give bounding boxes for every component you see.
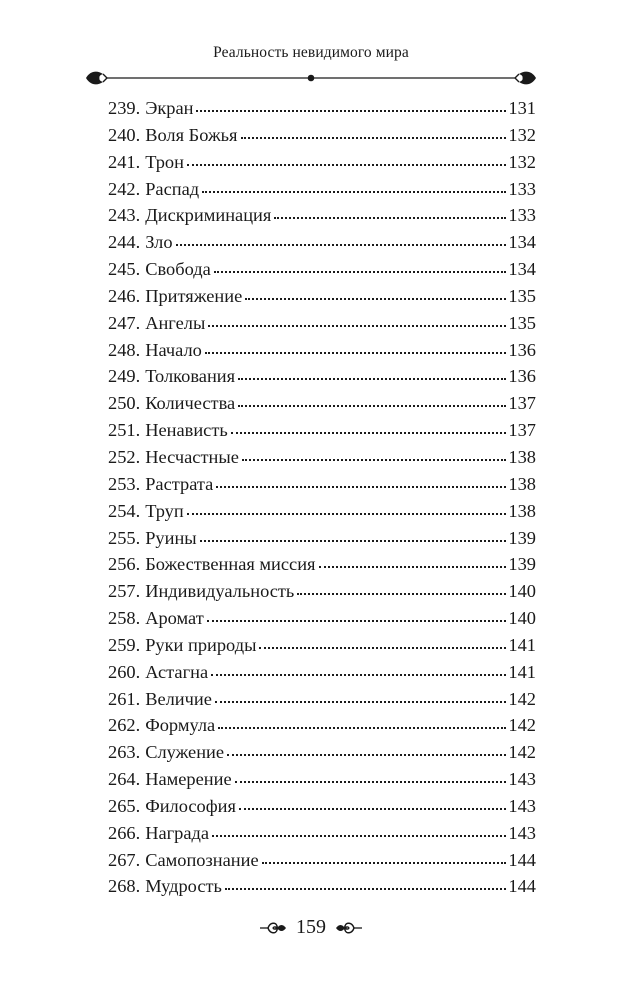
toc-entry-page: 137 [508, 420, 536, 441]
toc-dot-leader [215, 700, 507, 703]
toc-entry-number: 263. [108, 742, 141, 763]
toc-dot-leader [218, 726, 506, 729]
toc-entry [108, 551, 536, 578]
toc-entry-title: Труп [145, 500, 184, 521]
toc-entry-number: 251. [108, 420, 141, 441]
toc-entry-number: 250. [108, 393, 141, 414]
page-footer [0, 916, 622, 939]
toc-entry-title: Мудрость [145, 876, 222, 897]
toc-entry [108, 525, 536, 552]
toc-entry-number: 254. [108, 500, 141, 521]
toc-entry [108, 337, 536, 364]
toc-entry-title: Притяжение [145, 285, 243, 306]
toc-entry-page: 143 [508, 795, 536, 816]
toc-entry-number: 240. [108, 124, 141, 145]
toc-entry [108, 95, 536, 122]
toc-entry-page: 142 [508, 742, 536, 763]
toc-entry-title: Несчастные [145, 446, 239, 467]
toc-dot-leader [196, 109, 506, 112]
toc-entry-number: 268. [108, 876, 141, 897]
toc-entry [108, 712, 536, 739]
toc-entry-page: 140 [508, 608, 536, 629]
center-dot-icon [308, 75, 315, 82]
toc-entry-title: Экран [145, 98, 194, 118]
running-header: Реальность невидимого мира [213, 44, 409, 61]
toc-entry-page: 138 [508, 446, 536, 467]
toc-entry-number: 242. [108, 178, 141, 199]
toc-entry-number: 248. [108, 339, 141, 360]
toc-entry-page: 139 [508, 554, 536, 575]
toc-entry-title: Божественная миссия [145, 554, 316, 575]
toc-entry-page: 143 [508, 769, 536, 790]
toc-entry [108, 605, 536, 632]
toc-entry-title: Величие [145, 688, 212, 709]
toc-dot-leader [245, 297, 506, 300]
toc-entry-number: 252. [108, 446, 141, 467]
toc-entry-title: Растрата [145, 473, 214, 494]
toc-entry [108, 739, 536, 766]
toc-dot-leader [274, 216, 506, 219]
toc-entry-title: Аромат [145, 608, 204, 629]
toc-entry-number: 245. [108, 259, 141, 280]
toc-dot-leader [202, 190, 506, 193]
toc-entry [108, 229, 536, 256]
toc-entry-number: 246. [108, 285, 141, 306]
toc-entry-number: 255. [108, 527, 141, 548]
toc-dot-leader [235, 780, 507, 783]
left-leaf-ornament-icon [86, 72, 107, 85]
toc-entry-page: 141 [508, 634, 536, 655]
toc-entry [108, 498, 536, 525]
toc-entry-title: Служение [145, 742, 225, 763]
toc-dot-leader [241, 136, 507, 139]
toc-entry [108, 149, 536, 176]
toc-entry-page: 138 [508, 500, 536, 521]
toc-entry-page: 137 [508, 393, 536, 414]
toc-dot-leader [214, 270, 507, 273]
toc-entry-title: Начало [145, 339, 202, 360]
toc-entry-page: 136 [508, 339, 536, 360]
toc-entry-page: 134 [508, 259, 536, 280]
toc-entry-title: Руины [145, 527, 197, 548]
toc-entry [108, 444, 536, 471]
toc-entry-number: 247. [108, 312, 141, 333]
toc-entry-number: 244. [108, 232, 141, 253]
toc-entry-title: Распад [145, 178, 200, 199]
toc-entry-number: 264. [108, 769, 141, 790]
toc-entry [108, 686, 536, 713]
toc-entry-number: 262. [108, 715, 141, 736]
toc-dot-leader [216, 485, 506, 488]
toc-entry-page: 143 [508, 822, 536, 843]
toc-dot-leader [262, 861, 507, 864]
toc-entry-number: 249. [108, 366, 141, 387]
toc-entry-page: 133 [508, 178, 536, 199]
toc-entry [108, 847, 536, 874]
toc-entry-title: Трон [145, 151, 184, 172]
toc-entry [108, 766, 536, 793]
toc-dot-leader [208, 324, 506, 327]
toc-dot-leader [238, 404, 506, 407]
toc-dot-leader [259, 646, 506, 649]
toc-dot-leader [239, 807, 506, 810]
toc-entry-number: 241. [108, 151, 141, 172]
left-folio-flourish-icon [258, 919, 288, 937]
toc-entry [108, 471, 536, 498]
toc-entry-page: 144 [508, 876, 536, 897]
toc-entry-number: 266. [108, 822, 141, 843]
toc-entry-title: Астагна [145, 661, 209, 682]
toc-entry-title: Награда [145, 822, 210, 843]
toc-dot-leader [227, 753, 506, 756]
toc-entry-number: 260. [108, 661, 141, 682]
toc-entry-title: Ненависть [145, 420, 228, 441]
toc-entry-number: 265. [108, 795, 141, 816]
toc-entry-page: 138 [508, 473, 536, 494]
toc-entry-number: 256. [108, 554, 141, 575]
toc-entry-title: Намерение [145, 769, 232, 790]
toc-entry-title: Формула [145, 715, 216, 736]
toc-entry-page: 131 [508, 98, 536, 118]
toc-entry [108, 363, 536, 390]
toc-entry [108, 283, 536, 310]
toc-entry-title: Философия [145, 795, 236, 816]
toc-entry-title: Руки природы [145, 634, 257, 655]
toc-entry [108, 578, 536, 605]
toc-entry-page: 132 [508, 151, 536, 172]
toc-dot-leader [238, 377, 506, 380]
toc-entry [108, 390, 536, 417]
toc-entry-title: Самопознание [145, 849, 259, 870]
toc-dot-leader [242, 458, 507, 461]
toc-entry [108, 417, 536, 444]
toc-entry [108, 122, 536, 149]
toc-dot-leader [212, 834, 506, 837]
toc-entry-page: 140 [508, 581, 536, 602]
toc-entry-page: 141 [508, 661, 536, 682]
toc-dot-leader [231, 431, 507, 434]
toc-entry-page: 135 [508, 285, 536, 306]
toc-entry-number: 261. [108, 688, 141, 709]
toc-entry-title: Ангелы [145, 312, 206, 333]
toc-entry [108, 256, 536, 283]
toc-entry-number: 243. [108, 205, 141, 226]
toc-dot-leader [297, 592, 506, 595]
toc-entry-page: 142 [508, 715, 536, 736]
toc-entry-number: 257. [108, 581, 141, 602]
toc-entry-page: 132 [508, 124, 536, 145]
toc-entry-title: Дискриминация [145, 205, 272, 226]
toc-entry [108, 310, 536, 337]
toc-entry-number: 258. [108, 608, 141, 629]
page-number: 159 [296, 916, 326, 938]
toc-dot-leader [319, 565, 507, 568]
right-folio-flourish-icon [334, 919, 364, 937]
header-ornament-rule [84, 68, 538, 88]
toc-entry-title: Воля Божья [145, 124, 238, 145]
toc-dot-leader [176, 243, 507, 246]
toc-entry-page: 135 [508, 312, 536, 333]
toc-entry-title: Свобода [145, 259, 211, 280]
toc-entry [108, 202, 536, 229]
toc-entry-page: 133 [508, 205, 536, 226]
toc-dot-leader [205, 351, 507, 354]
toc-dot-leader [187, 163, 506, 166]
toc-dot-leader [225, 887, 506, 890]
toc-entry-title: Зло [145, 232, 173, 253]
toc-dot-leader [207, 619, 507, 622]
toc-entry-title: Индивидуальность [145, 581, 295, 602]
toc-dot-leader [200, 539, 507, 542]
toc-entry [108, 793, 536, 820]
toc-entry [108, 176, 536, 203]
toc-dot-leader [187, 512, 507, 515]
toc-entry [108, 659, 536, 686]
toc-entry-page: 144 [508, 849, 536, 870]
toc-entry-number: 259. [108, 634, 141, 655]
toc-entry-number: 253. [108, 473, 141, 494]
toc-entry-page: 142 [508, 688, 536, 709]
toc-entry-page: 134 [508, 232, 536, 253]
toc-entry-page: 136 [508, 366, 536, 387]
toc-entry-title: Толкования [145, 366, 236, 387]
right-leaf-ornament-icon [515, 72, 536, 85]
toc-dot-leader [211, 673, 506, 676]
toc-entry-number: 267. [108, 849, 141, 870]
toc-entry [108, 873, 536, 900]
toc-entry-page: 139 [508, 527, 536, 548]
toc-entry-number: 239. [108, 98, 141, 118]
toc-entry-title: Количества [145, 393, 236, 414]
table-of-contents [108, 95, 536, 900]
toc-entry [108, 820, 536, 847]
toc-entry [108, 632, 536, 659]
